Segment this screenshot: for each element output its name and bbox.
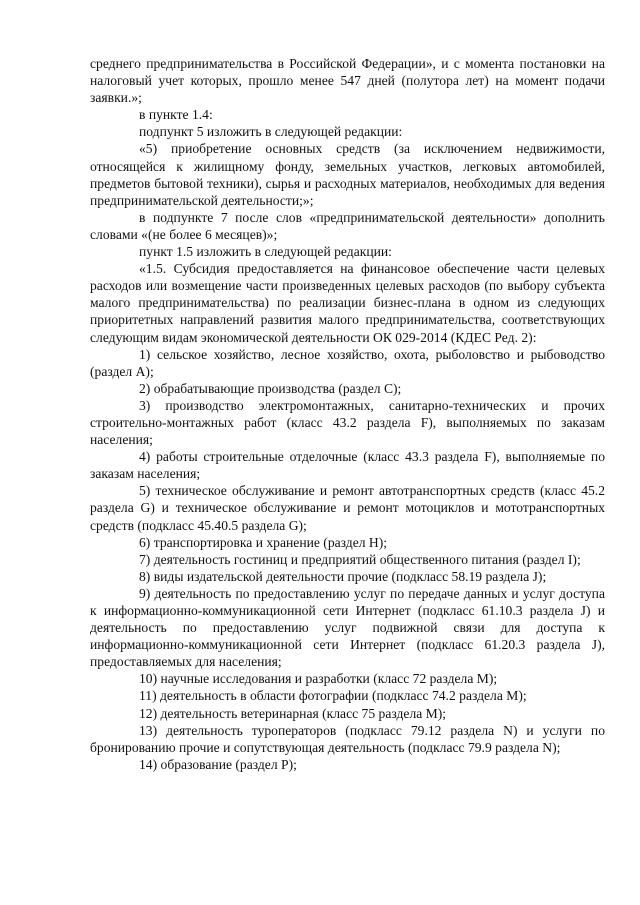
paragraph-clause-1-4: в пункте 1.4:: [139, 107, 213, 123]
list-item-3: 3) производство электромонтажных, санитарно-технических и прочих строительно-монтажных работ (класс 43.2 раздела F), выполняемых по заказам населения;: [90, 397, 605, 448]
paragraph-subclause-5-heading: подпункт 5 изложить в следующей редакции:: [139, 124, 403, 140]
paragraph-clause-1-5-text: «1.5. Субсидия предоставляется на финансовое обеспечение части целевых расходов или возмещение части произведенных целевых расходов (по выбору субъекта малого предпринимательства) по реализации бизнес-плана в одном из следующих приоритетных направлений развития малого предпринимательства, соответствующих следующим видам экономической деятельности ОК 029-2014 (КДЕС Ред. 2):: [90, 261, 605, 345]
list-item-14: 14) образование (раздел P);: [139, 756, 297, 772]
list-item-6: 6) транспортировка и хранение (раздел H);: [139, 534, 388, 550]
paragraph-clause-1-5-heading: пункт 1.5 изложить в следующей редакции:: [139, 244, 392, 260]
list-item-7: 7) деятельность гостиниц и предприятий общественного питания (раздел I);: [139, 551, 581, 567]
list-item-4: 4) работы строительные отделочные (класс 43.3 раздела F), выполняемые по заказам населения;: [90, 449, 605, 482]
paragraph-subclause-7: в подпункте 7 после слов «предпринимательской деятельности» дополнить словами «(не более 6 месяцев)»;: [90, 209, 605, 242]
list-item-11: 11) деятельность в области фотографии (подкласс 74.2 раздела M);: [139, 688, 527, 704]
list-item-10: 10) научные исследования и разработки (класс 72 раздела M);: [139, 671, 498, 687]
list-item-13: 13) деятельность туроператоров (подкласс 79.12 раздела N) и услуги по бронированию прочие и сопутствующая деятельность (подкласс 79.9 раздела N);: [90, 722, 605, 755]
list-item-8: 8) виды издательской деятельности прочие (подкласс 58.19 раздела J);: [139, 568, 547, 584]
paragraph-continuation: среднего предпринимательства в Российской Федерации», и с момента постановки на налоговый учет которых, прошло менее 547 дней (полутора лет) на момент подачи заявки.»;: [90, 56, 605, 106]
paragraph-subclause-5-text: «5) приобретение основных средств (за исключением недвижимости, относящейся к жилищному фонду, земельных участков, легковых автомобилей, предметов бытовой техники), сырья и расходных материалов, необходимых для ведения предпринимательской деятельности;»;: [90, 141, 605, 208]
list-item-2: 2) обрабатывающие производства (раздел С);: [139, 380, 402, 396]
list-item-12: 12) деятельность ветеринарная (класс 75 раздела M);: [139, 705, 447, 721]
list-item-1: 1) сельское хозяйство, лесное хозяйство, охота, рыболовство и рыбоводство (раздел А);: [90, 346, 605, 379]
list-item-5: 5) техническое обслуживание и ремонт автотранспортных средств (класс 45.2 раздела G) и техническое обслуживание и ремонт мотоциклов и мототранспортных средств (подкласс 45.40.5 раздела G);: [90, 483, 605, 533]
list-item-9: 9) деятельность по предоставлению услуг по передаче данных и услуг доступа к информационно-коммуникационной сети Интернет (подкласс 61.10.3 раздела J) и деятельность по предоставлению услуг подвижной связи для доступа к информационно-коммуникационной сети Интернет (подкласс 61.20.3 раздела J), предоставляемых для населения;: [90, 585, 605, 670]
